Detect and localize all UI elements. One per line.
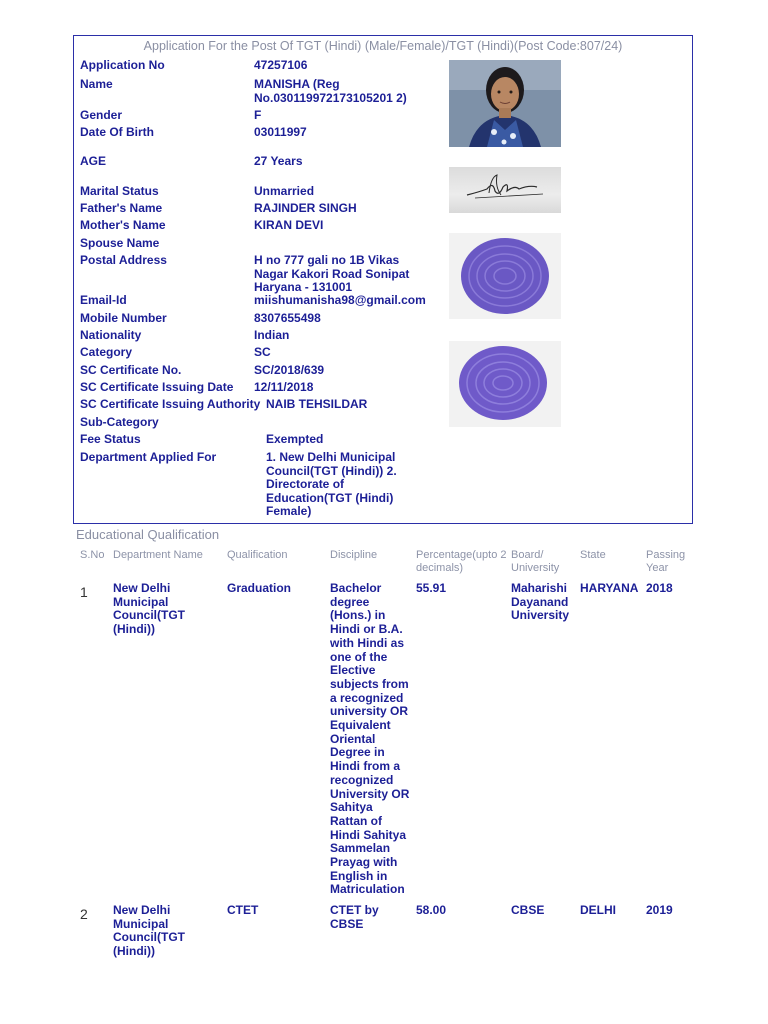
header-sno: S.No: [80, 549, 105, 561]
educational-qualification-title: Educational Qualification: [76, 527, 220, 542]
fee-status-value: Exempted: [266, 432, 324, 446]
department-applied-value: 1. New Delhi Municipal Council(TGT (Hindi)) 2. Directorate of Education(TGT (Hindi) Female): [266, 450, 397, 518]
row-1-board: Maharishi Dayanand University: [511, 581, 570, 623]
right-thumb-impression: [449, 341, 561, 427]
sc-cert-authority-value: NAIB TEHSILDAR: [266, 397, 368, 411]
row-2-sno: 2: [80, 906, 88, 922]
row-2-state: DELHI: [580, 903, 616, 917]
spouse-name-label: Spouse Name: [80, 236, 160, 250]
fathers-name-value: RAJINDER SINGH: [254, 201, 357, 215]
email-label: Email-Id: [80, 293, 127, 307]
application-no-label: Application No: [80, 58, 165, 72]
row-2-board: CBSE: [511, 903, 545, 917]
header-qualification: Qualification: [227, 549, 288, 561]
left-thumb-image: [449, 233, 561, 319]
mothers-name-value: KIRAN DEVI: [254, 218, 324, 232]
sc-cert-no-value: SC/2018/639: [254, 363, 325, 377]
category-value: SC: [254, 345, 271, 359]
applicant-photo: [449, 60, 561, 147]
row-1-sno: 1: [80, 584, 88, 600]
email-value: miishumanisha98@gmail.com: [254, 293, 426, 307]
row-1-qualification: Graduation: [227, 581, 292, 595]
nationality-label: Nationality: [80, 328, 142, 342]
name-label: Name: [80, 77, 113, 91]
marital-status-value: Unmarried: [254, 184, 315, 198]
nationality-value: Indian: [254, 328, 290, 342]
right-thumb-image: [449, 341, 561, 427]
applicant-photo-image: [449, 60, 561, 147]
name-value: MANISHA (Reg No.030119972173105201 2): [254, 77, 407, 105]
sc-cert-date-value: 12/11/2018: [254, 380, 314, 394]
gender-value: F: [254, 108, 262, 122]
row-2-department: New Delhi Municipal Council(TGT (Hindi)): [113, 903, 185, 959]
postal-address-value: H no 777 gali no 1B Vikas Nagar Kakori Road Sonipat Haryana - 131001: [254, 253, 410, 294]
application-form: [73, 35, 693, 524]
mobile-value: 8307655498: [254, 311, 321, 325]
row-1-year: 2018: [646, 581, 673, 595]
header-department: Department Name: [113, 549, 203, 561]
signature-image: [449, 167, 561, 213]
row-2-discipline: CTET by CBSE: [330, 903, 379, 931]
age-label: AGE: [80, 154, 107, 168]
sub-category-label: Sub-Category: [80, 415, 159, 429]
applicant-signature: [449, 167, 561, 213]
dob-label: Date Of Birth: [80, 125, 155, 139]
header-percentage: Percentage(upto 2 decimals): [416, 549, 507, 574]
row-1-state: HARYANA: [580, 581, 639, 595]
row-2-percentage: 58.00: [416, 903, 447, 917]
row-1-department: New Delhi Municipal Council(TGT (Hindi)): [113, 581, 185, 637]
sc-cert-date-label: SC Certificate Issuing Date: [80, 380, 234, 394]
header-passing-year: Passing Year: [646, 549, 686, 574]
mobile-label: Mobile Number: [80, 311, 167, 325]
sc-cert-no-label: SC Certificate No.: [80, 363, 182, 377]
fathers-name-label: Father's Name: [80, 201, 163, 215]
gender-label: Gender: [80, 108, 123, 122]
mothers-name-label: Mother's Name: [80, 218, 166, 232]
row-1-percentage: 55.91: [416, 581, 447, 595]
header-discipline: Discipline: [330, 549, 378, 561]
header-state: State: [580, 549, 606, 561]
age-value: 27 Years: [254, 154, 303, 168]
header-board: Board/ University: [511, 549, 560, 574]
application-no-value: 47257106: [254, 58, 308, 72]
marital-status-label: Marital Status: [80, 184, 159, 198]
department-applied-label: Department Applied For: [80, 450, 217, 464]
category-label: Category: [80, 345, 133, 359]
row-2-qualification: CTET: [227, 903, 259, 917]
row-1-discipline: Bachelor degree (Hons.) in Hindi or B.A. with Hindi as one of the Elective subjects from a recognized university OR Equivalent Oriental Degree in Hindi from a recognized University OR Sahitya Rattan of Hindi Sahitya Sammelan Prayag with English in Matriculation: [330, 581, 410, 897]
left-thumb-impression: [449, 233, 561, 319]
dob-value: 03011997: [254, 125, 307, 139]
row-2-year: 2019: [646, 903, 673, 917]
fee-status-label: Fee Status: [80, 432, 141, 446]
postal-address-label: Postal Address: [80, 253, 167, 267]
sc-cert-authority-label: SC Certificate Issuing Authority: [80, 397, 261, 411]
form-title: Application For the Post Of TGT (Hindi) (Male/Female)/TGT (Hindi)(Post Code:807/24): [143, 39, 623, 53]
